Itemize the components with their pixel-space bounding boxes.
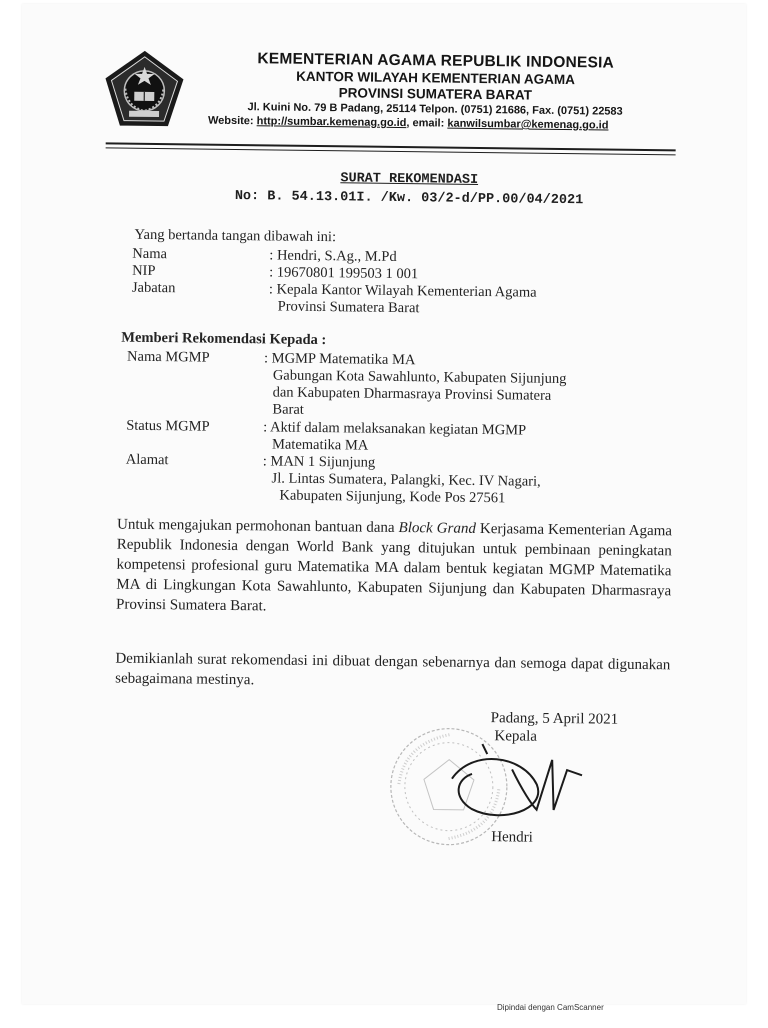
mgmp-address-label: Alamat — [126, 452, 169, 470]
mgmp-name-value-2: Gabungan Kota Sawahlunto, Kabupaten Sijunjung — [273, 367, 693, 389]
letter-title — [199, 168, 619, 211]
handwritten-signature — [441, 739, 592, 841]
body-paragraph-1-rest: Kerjasama Kementerian Agama Republik Indonesia dengan World Bank yang ditujukan untuk pembinaan peningkatan kompetensi profesional guru Matematika MA dalam bentuk kegiatan MGMP Matematika MA di Lingkungan Kota Sawahlunto, Kabupaten Sijunjung dan Kabupaten Dharmasraya Provinsi Sumatera Barat. — [116, 521, 672, 614]
letter-number: No: B. 54.13.01I. /Kw. 03/2-d/PP.00/04/2021 — [199, 187, 619, 211]
signer-nip-label: NIP — [132, 263, 156, 280]
letter-heading: SURAT REKOMENDASI — [199, 168, 619, 192]
signer-position-row — [132, 280, 692, 321]
ministry-emblem-logo — [103, 48, 186, 129]
camscanner-watermark: Dipindai dengan CamScanner — [497, 1003, 604, 1012]
mgmp-status-value-1: : Aktif dalam melaksanakan kegiatan MGMP — [263, 419, 683, 441]
body-paragraph-1 — [116, 515, 672, 622]
recipient-heading: Memberi Rekomendasi Kepada : — [121, 330, 326, 350]
email-link[interactable]: kanwilsumbar@kemenag.go.id — [447, 118, 608, 132]
signer-position-label: Jabatan — [132, 280, 176, 298]
office-address: Jl. Kuini No. 79 B Padang, 25114 Telpon. (0751) 21686, Fax. (0751) 22583 — [200, 100, 670, 120]
website-label: Website: — [208, 115, 254, 128]
signer-intro: Yang bertanda tangan dibawah ini: — [134, 227, 336, 246]
mgmp-status-value-2: Matematika MA — [272, 436, 692, 458]
signer-name-label: Nama — [132, 246, 167, 263]
signer-role: Kepala — [494, 728, 537, 746]
mgmp-name-row — [126, 349, 687, 426]
signer-position-value-1: : Kepala Kantor Wilayah Kementerian Agama — [269, 281, 689, 303]
letterhead — [200, 50, 671, 134]
signer-name: Hendri — [491, 829, 533, 847]
mgmp-name-value-3: dan Kabupaten Dharmasraya Provinsi Sumatera — [273, 384, 693, 406]
mgmp-name-value-1: : MGMP Matematika MA — [264, 350, 684, 372]
mgmp-name-value-4: Barat — [272, 401, 692, 423]
mgmp-address-value-2: Jl. Lintas Sumatera, Palangki, Kec. IV Nagari, — [272, 470, 692, 492]
website-link[interactable]: http://sumbar.kemenag.go.id — [257, 115, 407, 129]
body-paragraph-2: Demikianlah surat rekomendasi ini dibuat dengan sebenarnya dan semoga dapat digunakan sebagaimana mestinya. — [115, 649, 670, 696]
body-paragraph-1-start: Untuk mengajukan permohonan bantuan dana — [117, 517, 399, 536]
signer-position-value-2: Provinsi Sumatera Barat — [278, 299, 698, 321]
ministry-name: KEMENTERIAN AGAMA REPUBLIK INDONESIA — [201, 50, 671, 74]
place-date: Padang, 5 April 2021 — [491, 710, 619, 729]
block-grand-term: Block Grand — [398, 520, 476, 537]
mgmp-address-value-1: : MAN 1 Sijunjung — [263, 453, 683, 475]
signer-nip-value: : 19670801 199503 1 001 — [269, 264, 689, 286]
province-name: PROVINSI SUMATERA BARAT — [200, 84, 670, 106]
mgmp-name-label: Nama MGMP — [127, 349, 210, 367]
mgmp-status-label: Status MGMP — [126, 418, 210, 436]
mgmp-address-value-3: Kabupaten Sijunjung, Kode Pos 27561 — [279, 488, 699, 510]
mgmp-address-row — [125, 452, 686, 511]
signer-name-value: : Hendri, S.Ag., M.Pd — [269, 247, 689, 269]
office-name: KANTOR WILAYAH KEMENTERIAN AGAMA — [200, 68, 670, 90]
email-label: , email: — [406, 117, 444, 129]
